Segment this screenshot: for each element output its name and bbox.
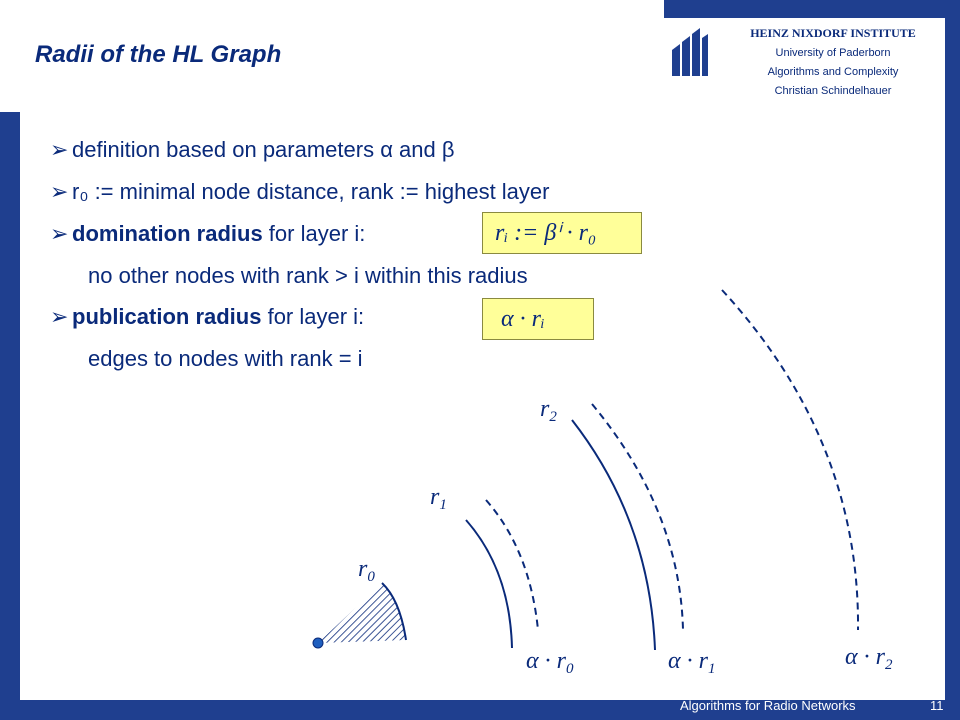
arc-alpha-r1 (592, 404, 683, 630)
label-alpha-r0: $\alpha \cdot r_0$ (526, 648, 574, 677)
domination-formula: rᵢ := βⁱ · r₀ (482, 212, 642, 254)
arc-alpha-r2 (722, 290, 858, 630)
term-publication-radius: publication radius (72, 304, 262, 329)
label-r1: $r_1$ (430, 484, 447, 513)
bullet-definition: definition based on parameters α and β (72, 137, 455, 162)
bullet-r0-rank: r₀ := minimal node distance, rank := highest layer (72, 179, 550, 204)
arc-r1 (466, 520, 512, 648)
label-alpha-r1: $\alpha \cdot r_1$ (668, 648, 716, 677)
institute-university: University of Paderborn (775, 47, 891, 59)
publication-explanation: edges to nodes with rank = i (88, 346, 363, 371)
publication-formula: α · rᵢ (482, 298, 594, 340)
bullet-domination-text: for layer i: (262, 221, 366, 246)
label-r2: $r_2$ (540, 396, 557, 425)
bullet-publication-text: for layer i: (261, 304, 365, 329)
label-r0: $r_0$ (358, 556, 375, 585)
bullet-arrow-icon: ➢ (50, 137, 69, 162)
term-domination-radius: domination radius (72, 221, 263, 246)
footer-course: Algorithms for Radio Networks (680, 698, 856, 713)
domination-sector (318, 583, 406, 643)
slide-title: Radii of the HL Graph (35, 41, 282, 68)
domination-explanation: no other nodes with rank > i within this radius (88, 263, 528, 288)
bullet-arrow-icon: ➢ (50, 304, 69, 329)
label-alpha-r2: $\alpha \cdot r_2$ (845, 644, 893, 673)
institute-author: Christian Schindelhauer (774, 85, 892, 97)
bullet-arrow-icon: ➢ (50, 179, 69, 204)
node-dot (313, 638, 323, 648)
arc-r2 (572, 420, 655, 650)
page-number: 11 (930, 698, 944, 713)
institute-group: Algorithms and Complexity (767, 66, 899, 78)
institute-name: HEINZ NIXDORF INSTITUTE (750, 26, 916, 40)
bullet-arrow-icon: ➢ (50, 221, 69, 246)
